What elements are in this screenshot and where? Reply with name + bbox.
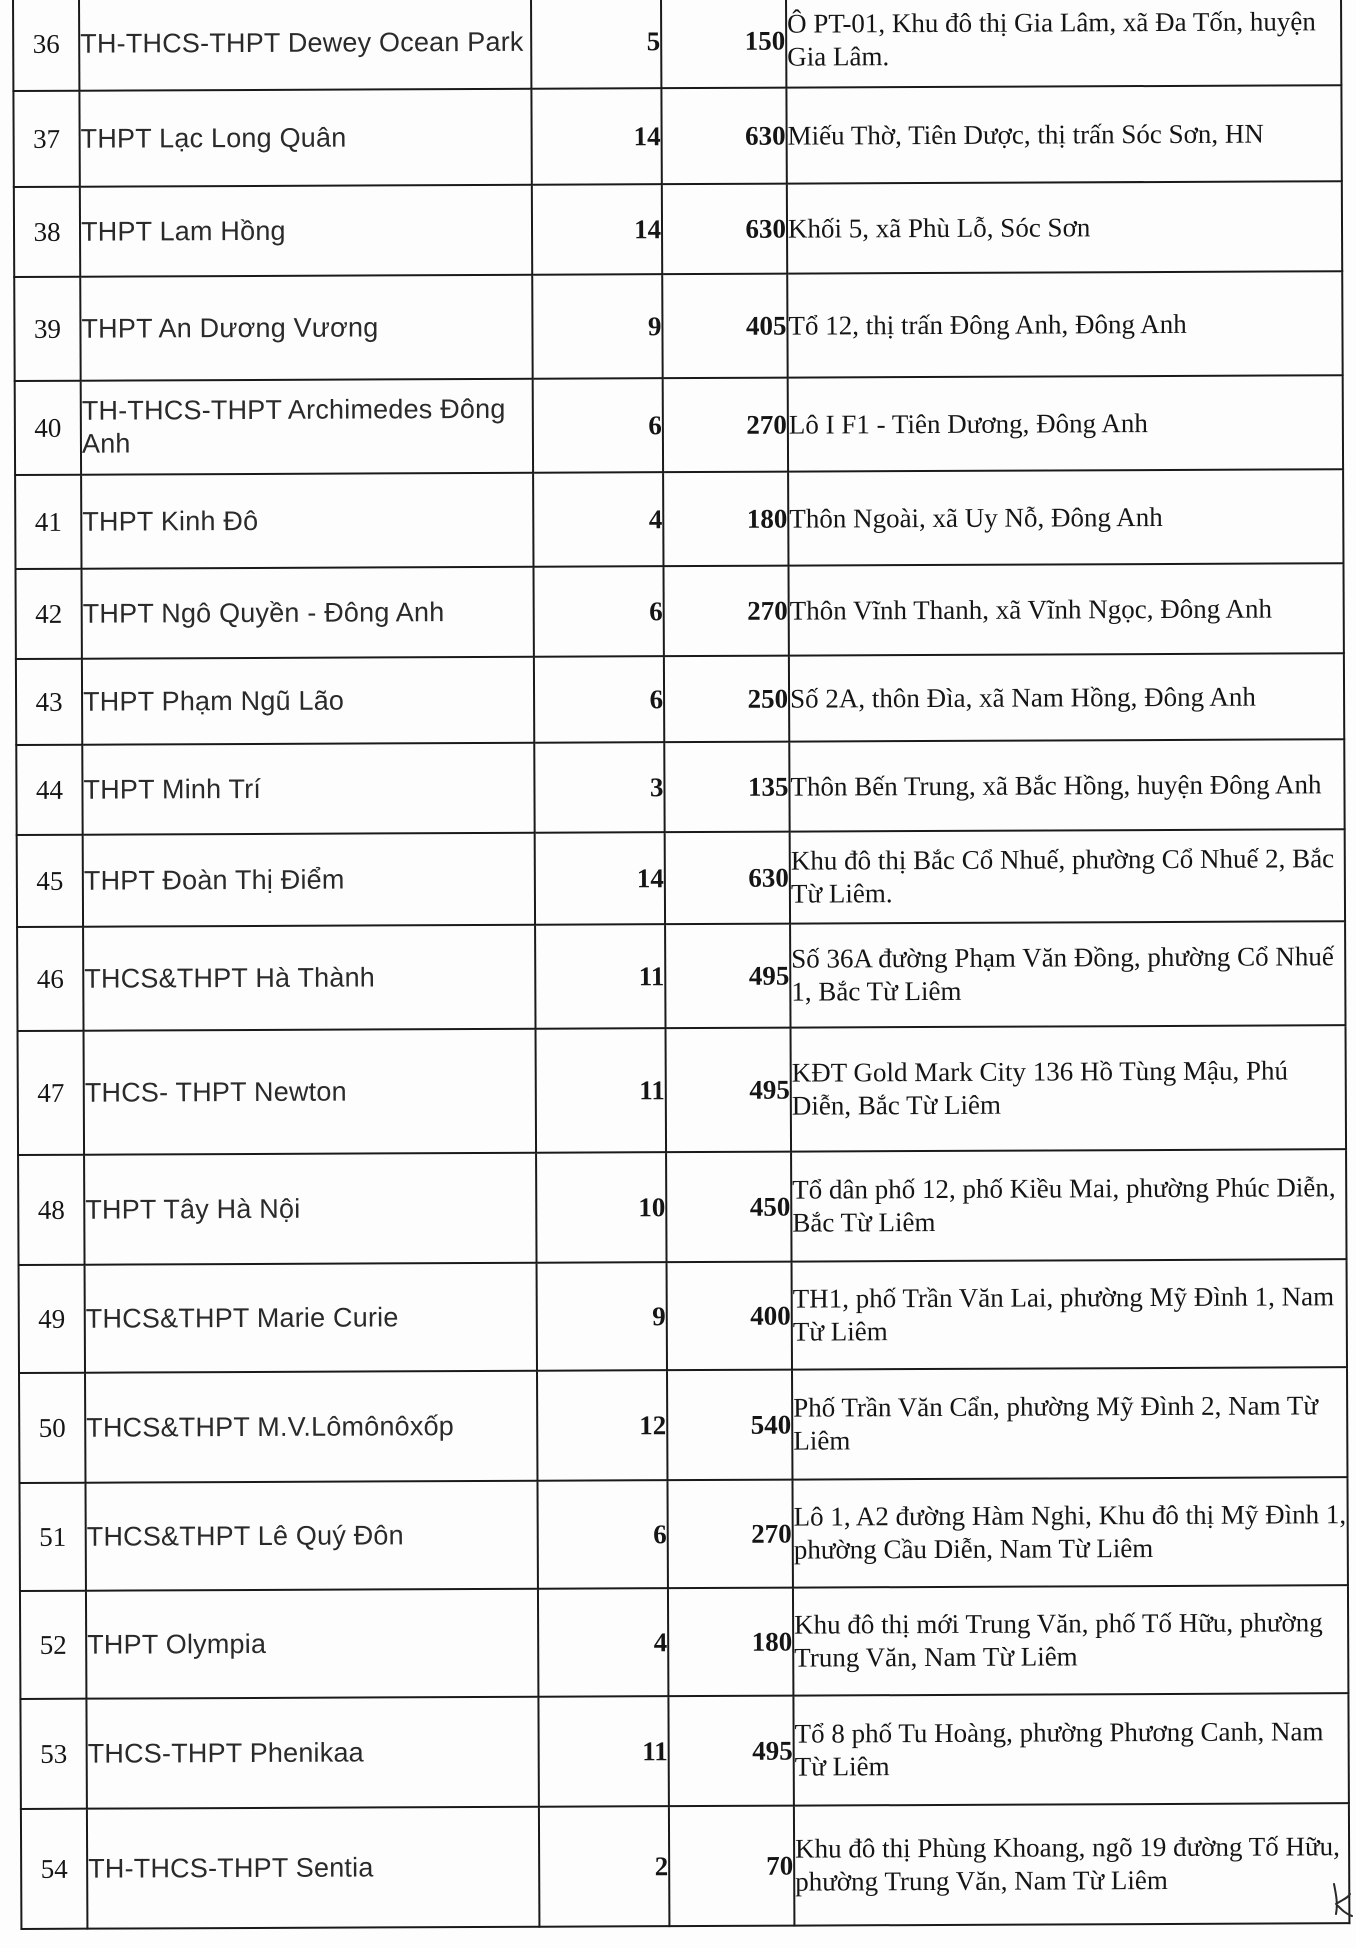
school-name: TH-THCS-THPT Sentia [87, 1807, 540, 1929]
student-count: 630 [662, 184, 787, 275]
school-address: Khối 5, xã Phù Lỗ, Sóc Sơn [787, 181, 1342, 273]
school-name: THPT Tây Hà Nội [84, 1153, 536, 1265]
school-name: THPT Lạc Long Quân [79, 89, 531, 187]
class-count: 2 [539, 1806, 670, 1927]
table-row [18, 1025, 1347, 1155]
row-number: 45 [17, 835, 83, 927]
school-address: Khu đô thị Phùng Khoang, ngõ 19 đường Tố Hữu, phường Trung Văn, Nam Từ Liêm [794, 1803, 1350, 1925]
table-row [18, 1149, 1346, 1265]
class-count: 10 [536, 1152, 666, 1263]
row-number: 36 [13, 0, 79, 91]
school-name: THCS&THPT Hà Thành [83, 925, 535, 1031]
student-count: 495 [668, 1696, 793, 1807]
handwritten-initial-mark [1326, 1880, 1354, 1920]
school-address: Khu đô thị mới Trung Văn, phố Tố Hữu, phường Trung Văn, Nam Từ Liêm [793, 1585, 1348, 1695]
student-count: 70 [669, 1806, 795, 1927]
class-count: 6 [533, 378, 663, 473]
table-row [19, 1477, 1347, 1591]
student-count: 450 [666, 1152, 791, 1263]
student-count: 630 [665, 832, 790, 925]
student-count: 495 [665, 924, 790, 1029]
table-row [16, 739, 1344, 835]
class-count: 4 [533, 472, 663, 567]
student-count: 630 [661, 88, 786, 185]
school-name: THPT Phạm Ngũ Lão [82, 657, 534, 745]
school-address: Thôn Vĩnh Thanh, xã Vĩnh Ngọc, Đông Anh [788, 563, 1343, 655]
row-number: 40 [15, 381, 81, 475]
row-number: 43 [16, 659, 82, 745]
row-number: 48 [18, 1155, 84, 1265]
class-count: 3 [534, 742, 664, 833]
school-address: Tổ dân phố 12, phố Kiều Mai, phường Phúc Diễn, Bắc Từ Liêm [791, 1149, 1346, 1261]
student-count: 150 [661, 0, 786, 88]
table-row [13, 85, 1341, 187]
table-row [17, 921, 1345, 1031]
table-row [15, 375, 1343, 475]
table-row [15, 469, 1343, 569]
student-count: 495 [666, 1028, 792, 1153]
school-address: Lô 1, A2 đường Hàm Nghi, Khu đô thị Mỹ Đình 1, phường Cầu Diễn, Nam Từ Liêm [792, 1477, 1347, 1587]
table-row [20, 1585, 1348, 1699]
table-row [14, 181, 1342, 277]
class-count: 5 [531, 0, 661, 89]
student-count: 540 [667, 1370, 792, 1481]
school-table [12, 0, 1350, 1930]
student-count: 250 [664, 656, 789, 743]
class-count: 11 [538, 1696, 668, 1807]
student-count: 135 [664, 742, 789, 833]
row-number: 39 [14, 277, 80, 381]
row-number: 51 [19, 1483, 85, 1591]
row-number: 50 [19, 1373, 85, 1483]
class-count: 14 [531, 88, 661, 185]
school-address: Khu đô thị Bắc Cổ Nhuế, phường Cổ Nhuế 2, Bắc Từ Liêm. [790, 829, 1345, 923]
row-number: 38 [14, 187, 80, 277]
school-address: Tổ 12, thị trấn Đông Anh, Đông Anh [787, 271, 1342, 377]
student-count: 400 [667, 1262, 792, 1371]
school-address: TH1, phố Trần Văn Lai, phường Mỹ Đình 1, Nam Từ Liêm [792, 1259, 1347, 1369]
class-count: 14 [535, 832, 665, 925]
row-number: 53 [20, 1699, 86, 1809]
table-row [13, 0, 1341, 91]
row-number: 44 [16, 745, 82, 835]
table-row [14, 271, 1342, 381]
school-address: Số 36A đường Phạm Văn Đồng, phường Cổ Nhuế 1, Bắc Từ Liêm [790, 921, 1345, 1027]
school-address: Số 2A, thôn Đìa, xã Nam Hồng, Đông Anh [789, 653, 1344, 741]
student-count: 270 [663, 566, 788, 657]
table-row [16, 563, 1344, 659]
school-address: Ô PT-01, Khu đô thị Gia Lâm, xã Đa Tốn, huyện Gia Lâm. [786, 0, 1341, 88]
school-address: Thôn Ngoài, xã Uy Nỗ, Đông Anh [788, 469, 1343, 565]
school-address: Miếu Thờ, Tiên Dược, thị trấn Sóc Sơn, HN [786, 85, 1341, 183]
table-row [19, 1367, 1347, 1483]
table-row [20, 1693, 1348, 1809]
row-number: 37 [13, 91, 79, 187]
school-name: TH-THCS-THPT Archimedes Đông Anh [81, 379, 533, 475]
class-count: 14 [532, 184, 662, 275]
table-row [16, 653, 1344, 745]
student-count: 270 [663, 378, 788, 473]
school-address: Tổ 8 phố Tu Hoàng, phường Phương Canh, Nam Từ Liêm [793, 1693, 1348, 1805]
row-number: 42 [16, 569, 82, 659]
row-number: 46 [17, 927, 83, 1031]
school-name: THCS&THPT Marie Curie [85, 1263, 537, 1373]
student-count: 405 [662, 274, 787, 379]
school-name: THPT Ngô Quyền - Đông Anh [81, 567, 533, 659]
table-row [17, 829, 1345, 927]
school-name: THPT An Dương Vương [80, 275, 532, 381]
row-number: 52 [20, 1591, 86, 1699]
school-name: TH-THCS-THPT Dewey Ocean Park [79, 0, 531, 91]
student-count: 180 [668, 1588, 793, 1697]
row-number: 41 [15, 475, 81, 569]
school-address: Phố Trần Văn Cẩn, phường Mỹ Đình 2, Nam Từ Liêm [792, 1367, 1347, 1479]
school-name: THCS&THPT Lê Quý Đôn [85, 1481, 537, 1591]
school-name: THPT Lam Hồng [80, 185, 532, 277]
school-name: THPT Đoàn Thị Điểm [83, 833, 535, 927]
row-number: 49 [19, 1265, 85, 1373]
class-count: 4 [538, 1588, 668, 1697]
school-name: THCS&THPT M.V.Lômônôxốp [85, 1371, 537, 1483]
class-count: 9 [537, 1262, 667, 1371]
table-row [21, 1803, 1350, 1929]
school-address: KĐT Gold Mark City 136 Hồ Tùng Mậu, Phú Diễn, Bắc Từ Liêm [791, 1025, 1347, 1151]
school-name: THCS-THPT Phenikaa [86, 1697, 538, 1809]
school-address: Thôn Bến Trung, xã Bắc Hồng, huyện Đông Anh [789, 739, 1344, 831]
student-count: 180 [663, 472, 788, 567]
school-address: Lô I F1 - Tiên Dương, Đông Anh [788, 375, 1343, 471]
school-name: THPT Kinh Đô [81, 473, 533, 569]
class-count: 6 [533, 566, 663, 657]
class-count: 12 [537, 1370, 667, 1481]
school-name: THCS- THPT Newton [84, 1029, 537, 1155]
school-name: THPT Olympia [86, 1589, 538, 1699]
class-count: 6 [534, 656, 664, 743]
class-count: 11 [535, 924, 665, 1029]
student-count: 270 [667, 1480, 792, 1589]
class-count: 6 [537, 1480, 667, 1589]
row-number: 54 [21, 1809, 88, 1929]
row-number: 47 [18, 1031, 85, 1155]
school-name: THPT Minh Trí [82, 743, 534, 835]
table-row [19, 1259, 1347, 1373]
class-count: 9 [532, 274, 662, 379]
class-count: 11 [536, 1028, 667, 1153]
